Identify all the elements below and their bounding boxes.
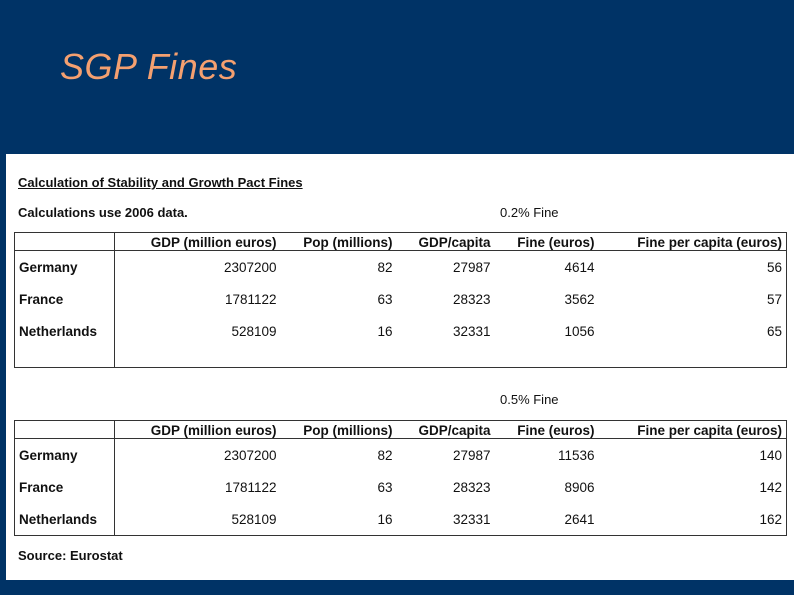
- column-header: GDP/capita: [397, 233, 495, 251]
- fines-table: [14, 232, 787, 368]
- column-header: GDP (million euros): [115, 233, 281, 251]
- fine-per-capita-cell: 57: [599, 283, 787, 315]
- fine-cell: 11536: [557, 447, 595, 463]
- sheet-note: Calculations use 2006 data.: [18, 205, 188, 220]
- table-row: [15, 471, 787, 503]
- gdp-per-capita-cell: 28323: [452, 479, 491, 495]
- fine-per-capita-cell: 162: [599, 503, 787, 536]
- country-cell: Netherlands: [15, 503, 115, 536]
- gdp-cell: 2307200: [223, 259, 277, 275]
- pop-cell: 16: [377, 323, 393, 339]
- gdp-cell: 1781122: [224, 479, 277, 495]
- column-header: Fine (euros): [495, 421, 599, 439]
- column-header: Pop (millions): [281, 421, 397, 439]
- column-header: Fine (euros): [495, 233, 599, 251]
- fine-cell: 3562: [564, 291, 595, 307]
- fine-per-capita-cell: 65: [599, 315, 787, 347]
- column-header: GDP (million euros): [115, 421, 281, 439]
- pop-cell: 63: [377, 479, 393, 495]
- column-header: [15, 421, 115, 439]
- table-row: [15, 283, 787, 315]
- country-cell: France: [15, 283, 115, 315]
- table-row: [15, 347, 787, 368]
- gdp-cell: 528109: [231, 323, 277, 339]
- column-header: Fine per capita (euros): [599, 421, 787, 439]
- fine-rate-label: 0.2% Fine: [500, 205, 559, 220]
- pop-cell: 82: [377, 447, 393, 463]
- gdp-per-capita-cell: 32331: [397, 503, 495, 536]
- fine-per-capita-cell: 142: [599, 471, 787, 503]
- pop-cell: 16: [281, 503, 397, 536]
- fine-rate-label: 0.5% Fine: [500, 392, 559, 407]
- gdp-cell: 1781122: [224, 291, 277, 307]
- country-cell: Germany: [15, 251, 115, 284]
- column-header: Pop (millions): [281, 233, 397, 251]
- gdp-cell: 2307200: [223, 447, 277, 463]
- table-row: [15, 439, 787, 472]
- gdp-per-capita-cell: 27987: [452, 259, 491, 275]
- fine-cell: 1056: [564, 323, 595, 339]
- fine-per-capita-cell: 56: [599, 251, 787, 284]
- sheet-heading: Calculation of Stability and Growth Pact Fines: [18, 175, 303, 190]
- column-header: GDP/capita: [397, 421, 495, 439]
- fine-per-capita-cell: 140: [599, 439, 787, 472]
- gdp-per-capita-cell: 32331: [452, 323, 491, 339]
- column-header: [15, 233, 115, 251]
- spreadsheet-image: [6, 154, 794, 580]
- table-row: [15, 315, 787, 347]
- country-cell: Germany: [15, 439, 115, 472]
- country-cell: Netherlands: [15, 315, 115, 347]
- gdp-per-capita-cell: 27987: [452, 447, 491, 463]
- slide-title: SGP Fines: [60, 46, 238, 87]
- country-cell: France: [15, 471, 115, 503]
- gdp-cell: 528109: [115, 503, 281, 536]
- column-header: Fine per capita (euros): [599, 233, 787, 251]
- pop-cell: 82: [377, 259, 393, 275]
- source-note: Source: Eurostat: [18, 548, 123, 563]
- fine-cell: 8906: [564, 479, 595, 495]
- fine-cell: 4614: [564, 259, 595, 275]
- fine-cell: 2641: [495, 503, 599, 536]
- table-row: [15, 503, 787, 536]
- table-header-row: [15, 421, 787, 439]
- fines-table: [14, 420, 787, 536]
- table-header-row: [15, 233, 787, 251]
- gdp-per-capita-cell: 28323: [452, 291, 491, 307]
- pop-cell: 63: [377, 291, 393, 307]
- table-row: [15, 251, 787, 284]
